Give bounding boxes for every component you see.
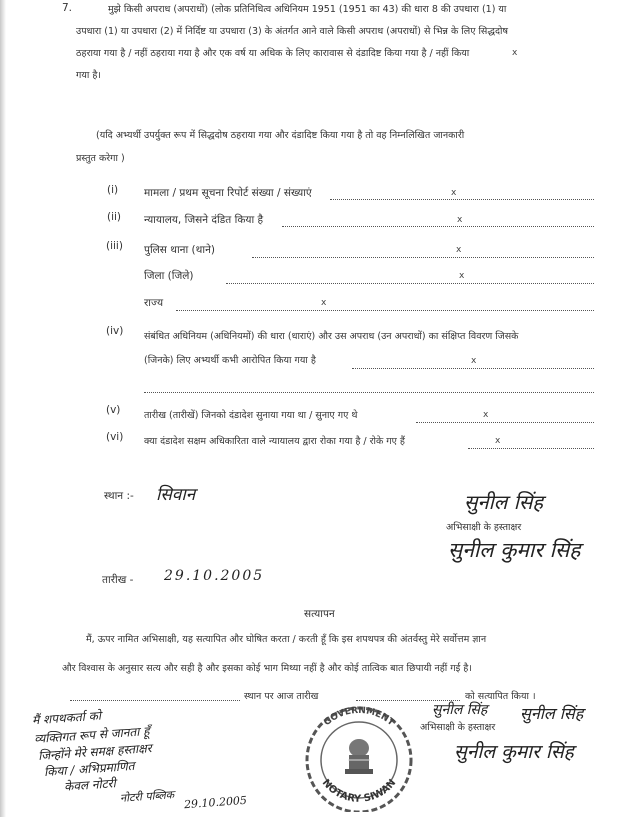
item-vi-mark: x bbox=[495, 436, 501, 446]
verification-heading: सत्यापन bbox=[304, 608, 335, 620]
item-iv-blank-1 bbox=[352, 368, 594, 369]
verification-place-blank bbox=[70, 700, 240, 701]
place-label: स्थान :- bbox=[104, 490, 134, 502]
verification-signature-right: सुनील सिंह bbox=[520, 704, 584, 723]
item-iv-mark: x bbox=[471, 356, 477, 366]
condition-line1: (यदि अभ्यर्थी उपर्युक्त रूप में सिद्धदोष ठहराया गया और दंडादिष्ट किया गया है तो वह निम्नलिखित जानकारी bbox=[96, 130, 465, 141]
item-iii-state-mark: x bbox=[321, 298, 327, 308]
notary-note-line2: व्यक्तिगत रूप से जानता हूँ bbox=[33, 723, 150, 747]
place-handwritten: सिवान bbox=[156, 485, 196, 505]
item-i-number: (i) bbox=[107, 184, 119, 196]
item-iii-district-label: जिला (जिले) bbox=[144, 270, 194, 282]
item-iv-line1: संबंधित अधिनियम (अधिनियमों) की धारा (धाराएं) और उस अपराध (उन अपराधों) का संक्षिप्त विवरण जिसके bbox=[144, 331, 519, 342]
item-v-label: तारीख (तारीखें) जिनको दंडादेश सुनाया गया था / सुनाए गए थे bbox=[144, 410, 358, 421]
notary-note-line1: मैं शपथकर्ता को bbox=[31, 708, 102, 728]
para7-line2: उपधारा (1) या उपधारा (2) में निर्दिष्ट या उपधारा (3) के अंतर्गत आने वाले किसी अपराध (अपराधों) से भिन्न के लिए सिद्धदोष bbox=[76, 26, 508, 37]
seal-bottom-text: NOTARY SIWAN bbox=[319, 777, 399, 805]
notary-seal-icon bbox=[296, 700, 422, 812]
item-ii-label: न्यायालय, जिसने दंडित किया है bbox=[144, 214, 264, 226]
verification-signature-small: सुनील सिंह bbox=[432, 702, 488, 718]
item-iv-number: (iv) bbox=[106, 325, 124, 337]
para7-line1: मुझे किसी अपराध (अपराधों) (लोक प्रतिनिधित्व अधिनियम 1951 (1951 का 43) की धारा 8 की उपधारा (1) या bbox=[108, 4, 507, 15]
notary-note-line4: किया / अभिप्रमाणित bbox=[43, 758, 135, 780]
notary-note-line3: जिन्होंने मेरे समक्ष हस्ताक्षर bbox=[37, 741, 153, 763]
deponent-signature-full: सुनील कुमार सिंह bbox=[448, 538, 581, 562]
item-ii-blank bbox=[282, 226, 594, 227]
verification-caption: अभिसाक्षी के हस्ताक्षर bbox=[420, 722, 496, 733]
notary-note-line7: 29.10.2005 bbox=[183, 793, 248, 812]
date-label: तारीख - bbox=[102, 574, 134, 586]
item-i-label: मामला / प्रथम सूचना रिपोर्ट संख्या / संख्याएं bbox=[144, 187, 312, 199]
para-number: 7. bbox=[62, 2, 73, 14]
item-iii-district-mark: x bbox=[459, 271, 465, 281]
item-iv-blank-2 bbox=[144, 392, 594, 393]
scan-edge-shadow bbox=[0, 0, 6, 817]
item-iii-state-blank bbox=[176, 310, 594, 311]
notary-note-line5: केवल नोटरी bbox=[63, 776, 117, 794]
verification-place-label: स्थान पर आज तारीख bbox=[244, 691, 319, 702]
item-iv-line2: (जिनके) लिए अभ्यर्थी कभी आरोपित किया गया है bbox=[144, 355, 316, 366]
item-vi-blank bbox=[468, 448, 594, 449]
seal-top-text: GOVERNMENT bbox=[322, 705, 396, 729]
item-vi-label: क्या दंडादेश सक्षम अधिकारिता वाले न्यायालय द्वारा रोका गया है / रोके गए हैं bbox=[144, 436, 405, 447]
para7-cross-mark: x bbox=[512, 48, 518, 58]
date-handwritten: 29.10.2005 bbox=[164, 568, 265, 584]
item-iii-number: (iii) bbox=[106, 240, 123, 252]
item-i-mark: x bbox=[451, 188, 457, 198]
item-iii-police-blank bbox=[252, 257, 594, 258]
item-vi-number: (vi) bbox=[106, 431, 124, 443]
verification-signature-full: सुनील कुमार सिंह bbox=[454, 741, 574, 763]
verification-line2: और विश्वास के अनुसार सत्य और सही है और इसका कोई भाग मिथ्या नहीं है और कोई तात्विक बात छिपायी नहीं गई है। bbox=[62, 663, 472, 674]
item-iii-district-blank bbox=[226, 283, 594, 284]
deponent-signature-top: सुनील सिंह bbox=[464, 490, 544, 514]
verification-verified-label: को सत्यापित किया । bbox=[465, 691, 536, 702]
deponent-caption: अभिसाक्षी के हस्ताक्षर bbox=[446, 522, 522, 533]
notary-note-line6: नोटरी पब्लिक bbox=[119, 788, 175, 805]
item-iii-state-label: राज्य bbox=[144, 297, 164, 309]
item-ii-mark: x bbox=[457, 215, 463, 225]
item-v-number: (v) bbox=[106, 404, 121, 416]
para7-line3: ठहराया गया है / नहीं ठहराया गया है और एक वर्ष या अधिक के लिए कारावास से दंडादिष्ट किया गया है / नहीं किया bbox=[76, 48, 470, 59]
item-v-blank bbox=[416, 422, 594, 423]
item-v-mark: x bbox=[483, 410, 489, 420]
item-iii-police-label: पुलिस थाना (थाने) bbox=[144, 244, 216, 256]
condition-line2: प्रस्तुत करेगा ) bbox=[76, 153, 125, 164]
verification-line1: मैं, ऊपर नामित अभिसाक्षी, यह सत्यापित और घोषित करता / करती हूँ कि इस शपथपत्र की अंतर्वस्तु मेरे सर्वोत्तम ज्ञान bbox=[86, 634, 487, 645]
item-ii-number: (ii) bbox=[107, 211, 122, 223]
item-iii-police-mark: x bbox=[456, 245, 462, 255]
para7-line4: गया है। bbox=[76, 70, 101, 81]
item-i-blank bbox=[330, 199, 594, 200]
